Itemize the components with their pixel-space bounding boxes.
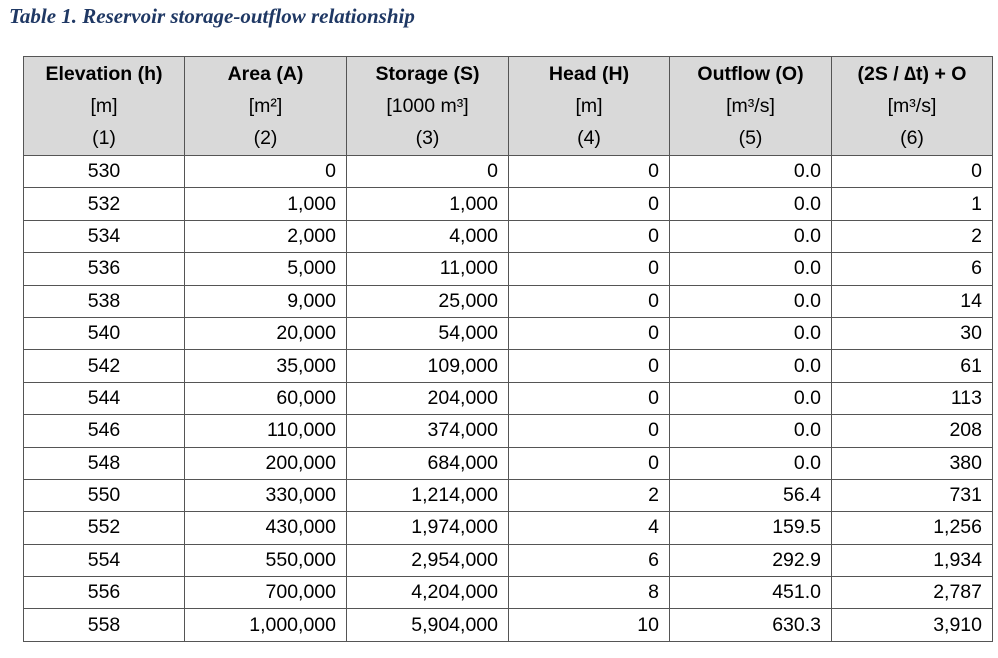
header-name: (2S / ∆t) + O: [857, 63, 967, 85]
cell-outflow: 0.0: [670, 188, 832, 220]
cell-head: 0: [509, 188, 670, 220]
cell-area: 700,000: [185, 577, 347, 609]
cell-head: 0: [509, 317, 670, 349]
cell-storage: 684,000: [347, 447, 509, 479]
table-caption: Table 1. Reservoir storage-outflow relationship: [9, 4, 415, 28]
table-header: [24, 57, 993, 156]
table-row: [24, 609, 993, 641]
cell-head: 0: [509, 447, 670, 479]
cell-storage: 1,214,000: [347, 479, 509, 511]
header-unit: [m]: [575, 95, 603, 117]
cell-storage-indication: 61: [832, 350, 993, 382]
cell-area: 1,000,000: [185, 609, 347, 641]
header-name: Storage (S): [375, 63, 480, 85]
cell-head: 0: [509, 253, 670, 285]
header-row: [24, 57, 993, 156]
cell-outflow: 0.0: [670, 156, 832, 188]
header-number: (4): [577, 127, 601, 149]
cell-outflow: 0.0: [670, 285, 832, 317]
header-head: [509, 57, 670, 156]
cell-elevation: 550: [24, 479, 185, 511]
cell-elevation: 540: [24, 317, 185, 349]
cell-storage-indication: 0: [832, 156, 993, 188]
table-row: [24, 350, 993, 382]
cell-storage: 11,000: [347, 253, 509, 285]
cell-storage: 4,204,000: [347, 577, 509, 609]
cell-storage: 1,974,000: [347, 512, 509, 544]
cell-storage: 204,000: [347, 382, 509, 414]
header-number: (2): [253, 127, 278, 149]
cell-storage-indication: 3,910: [832, 609, 993, 641]
cell-outflow: 0.0: [670, 317, 832, 349]
cell-storage-indication: 1: [832, 188, 993, 220]
cell-storage-indication: 1,256: [832, 512, 993, 544]
table-row: [24, 156, 993, 188]
cell-storage: 2,954,000: [347, 544, 509, 576]
cell-elevation: 530: [24, 156, 185, 188]
cell-head: 0: [509, 220, 670, 252]
header-unit: [m³/s]: [726, 95, 775, 117]
header-name: Elevation (h): [45, 63, 163, 85]
cell-area: 200,000: [185, 447, 347, 479]
cell-outflow: 0.0: [670, 253, 832, 285]
cell-outflow: 56.4: [670, 479, 832, 511]
header-number: (3): [415, 127, 440, 149]
cell-head: 0: [509, 415, 670, 447]
table-body: [24, 156, 993, 642]
cell-area: 35,000: [185, 350, 347, 382]
header-number: (5): [738, 127, 763, 149]
cell-storage-indication: 731: [832, 479, 993, 511]
cell-storage-indication: 208: [832, 415, 993, 447]
cell-outflow: 630.3: [670, 609, 832, 641]
cell-storage: 54,000: [347, 317, 509, 349]
table-row: [24, 512, 993, 544]
table-row: [24, 577, 993, 609]
cell-storage: 5,904,000: [347, 609, 509, 641]
cell-area: 20,000: [185, 317, 347, 349]
cell-elevation: 542: [24, 350, 185, 382]
cell-head: 10: [509, 609, 670, 641]
header-unit: [m]: [90, 95, 118, 117]
header-name: Outflow (O): [697, 63, 804, 85]
cell-storage-indication: 6: [832, 253, 993, 285]
header-outflow: [670, 57, 832, 156]
table-row: [24, 253, 993, 285]
header-unit: [m²]: [248, 95, 283, 117]
cell-outflow: 0.0: [670, 350, 832, 382]
cell-elevation: 536: [24, 253, 185, 285]
storage-outflow-table: [23, 56, 993, 642]
cell-outflow: 0.0: [670, 220, 832, 252]
cell-elevation: 532: [24, 188, 185, 220]
cell-outflow: 451.0: [670, 577, 832, 609]
table-row: [24, 285, 993, 317]
table-row: [24, 188, 993, 220]
cell-outflow: 0.0: [670, 382, 832, 414]
cell-head: 0: [509, 382, 670, 414]
cell-head: 8: [509, 577, 670, 609]
cell-head: 0: [509, 350, 670, 382]
cell-area: 330,000: [185, 479, 347, 511]
cell-head: 0: [509, 285, 670, 317]
cell-storage: 374,000: [347, 415, 509, 447]
cell-outflow: 0.0: [670, 447, 832, 479]
cell-elevation: 548: [24, 447, 185, 479]
header-area: [185, 57, 347, 156]
cell-storage: 1,000: [347, 188, 509, 220]
header-unit: [m³/s]: [887, 95, 937, 117]
cell-storage-indication: 2: [832, 220, 993, 252]
cell-area: 2,000: [185, 220, 347, 252]
cell-head: 4: [509, 512, 670, 544]
header-storage-indication: [832, 57, 993, 156]
cell-head: 6: [509, 544, 670, 576]
cell-area: 60,000: [185, 382, 347, 414]
table-row: [24, 382, 993, 414]
cell-area: 0: [185, 156, 347, 188]
cell-elevation: 556: [24, 577, 185, 609]
cell-elevation: 544: [24, 382, 185, 414]
cell-elevation: 552: [24, 512, 185, 544]
cell-area: 110,000: [185, 415, 347, 447]
cell-area: 550,000: [185, 544, 347, 576]
cell-area: 430,000: [185, 512, 347, 544]
cell-head: 0: [509, 156, 670, 188]
cell-elevation: 534: [24, 220, 185, 252]
cell-outflow: 0.0: [670, 415, 832, 447]
cell-storage: 4,000: [347, 220, 509, 252]
cell-elevation: 558: [24, 609, 185, 641]
cell-outflow: 159.5: [670, 512, 832, 544]
table-row: [24, 220, 993, 252]
header-name: Head (H): [548, 63, 630, 85]
cell-storage: 109,000: [347, 350, 509, 382]
cell-storage-indication: 2,787: [832, 577, 993, 609]
table-row: [24, 447, 993, 479]
cell-storage: 25,000: [347, 285, 509, 317]
cell-area: 1,000: [185, 188, 347, 220]
table-row: [24, 317, 993, 349]
table-row: [24, 479, 993, 511]
cell-elevation: 538: [24, 285, 185, 317]
cell-storage-indication: 14: [832, 285, 993, 317]
header-name: Area (A): [227, 63, 304, 85]
cell-storage-indication: 113: [832, 382, 993, 414]
cell-storage-indication: 30: [832, 317, 993, 349]
cell-area: 5,000: [185, 253, 347, 285]
cell-head: 2: [509, 479, 670, 511]
cell-storage-indication: 380: [832, 447, 993, 479]
cell-storage: 0: [347, 156, 509, 188]
table-row: [24, 544, 993, 576]
cell-outflow: 292.9: [670, 544, 832, 576]
header-unit: [1000 m³]: [386, 95, 469, 117]
header-elevation: [24, 57, 185, 156]
cell-elevation: 554: [24, 544, 185, 576]
header-storage: [347, 57, 509, 156]
cell-area: 9,000: [185, 285, 347, 317]
cell-storage-indication: 1,934: [832, 544, 993, 576]
table-row: [24, 415, 993, 447]
cell-elevation: 546: [24, 415, 185, 447]
header-number: (1): [92, 127, 116, 149]
header-number: (6): [900, 127, 924, 149]
